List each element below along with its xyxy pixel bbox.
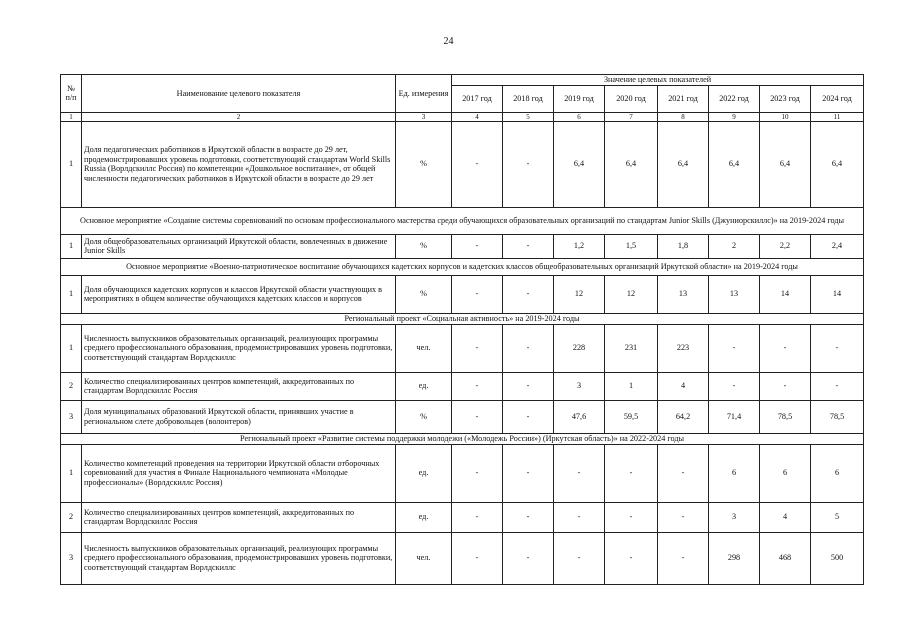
row-value: - (709, 372, 760, 400)
section-title-row (61, 433, 864, 444)
table-row (61, 372, 864, 400)
row-value: - (658, 444, 709, 502)
row-value: 13 (709, 275, 760, 313)
row-value: 4 (658, 372, 709, 400)
row-value: 2,2 (760, 234, 811, 258)
row-unit: ед. (396, 502, 452, 532)
row-value: - (452, 372, 503, 400)
row-value: - (503, 400, 554, 433)
row-value: - (503, 324, 554, 372)
row-value: 71,4 (709, 400, 760, 433)
row-name: Доля обучающихся кадетских корпусов и классов Иркутской области участвующих в мероприятиях в общем количестве обучающихся кадетских классов и корпусов (82, 275, 396, 313)
row-num: 2 (61, 372, 82, 400)
column-number: 9 (709, 112, 760, 121)
row-value: - (452, 444, 503, 502)
row-value: - (811, 372, 864, 400)
column-number-row (61, 112, 864, 121)
row-num: 1 (61, 234, 82, 258)
row-value: 6 (709, 444, 760, 502)
row-value: 6,4 (554, 121, 605, 207)
header-year: 2017 год (452, 85, 503, 112)
column-number: 1 (61, 112, 82, 121)
column-number: 4 (452, 112, 503, 121)
row-value: - (452, 121, 503, 207)
row-value: - (811, 324, 864, 372)
row-value: 6,4 (709, 121, 760, 207)
row-value: - (760, 324, 811, 372)
table-row (61, 275, 864, 313)
column-number: 8 (658, 112, 709, 121)
row-value: 78,5 (811, 400, 864, 433)
row-value: 6 (760, 444, 811, 502)
row-num: 1 (61, 444, 82, 502)
row-value: 13 (658, 275, 709, 313)
row-value: 500 (811, 532, 864, 584)
row-value: - (554, 532, 605, 584)
row-value: - (554, 444, 605, 502)
row-value: - (452, 400, 503, 433)
row-num: 1 (61, 121, 82, 207)
row-num: 3 (61, 400, 82, 433)
row-value: - (452, 532, 503, 584)
section-title-row (61, 258, 864, 275)
section-title-row (61, 313, 864, 324)
row-name: Доля общеобразовательных организаций Иркутской области, вовлеченных в движение Junior Skills (82, 234, 396, 258)
row-value: - (658, 532, 709, 584)
row-num: 3 (61, 532, 82, 584)
header-year: 2018 год (503, 85, 554, 112)
page-number: 24 (443, 36, 454, 47)
row-value: - (605, 502, 658, 532)
header-year: 2020 год (605, 85, 658, 112)
row-value: 6,4 (760, 121, 811, 207)
row-value: - (658, 502, 709, 532)
row-value: 2,4 (811, 234, 864, 258)
row-value: 468 (760, 532, 811, 584)
row-name: Доля педагогических работников в Иркутской области в возрасте до 29 лет, продемонстрировавших уровень подготовки, соответствующий стандартам World Skills Russia (Ворлдскиллс Россия) по компетенции «Дошкольное воспитание», от общей численности педагогических работников в Иркутской области в возрасте до 29 лет (82, 121, 396, 207)
row-name: Количество специализированных центров компетенций, аккредитованных по стандартам Ворлдскиллс Россия (82, 502, 396, 532)
column-number: 5 (503, 112, 554, 121)
row-value: - (452, 234, 503, 258)
column-number: 2 (82, 112, 396, 121)
row-value: - (605, 444, 658, 502)
header-year: 2023 год (760, 85, 811, 112)
section-title: Региональный проект «Развитие системы поддержки молодежи («Молодежь России») (Иркутская область)» на 2022-2024 годы (61, 433, 864, 444)
row-name: Количество компетенций проведения на территории Иркутской области отборочных соревнований для участия в Финале Национального чемпионата «Молодые профессионалы» (Ворлдскиллс Россия) (82, 444, 396, 502)
row-value: 64,2 (658, 400, 709, 433)
row-value: 2 (709, 234, 760, 258)
row-name: Численность выпускников образовательных организаций, реализующих программы среднего профессионального образования, продемонстрировавших уровень подготовки, соответствующий стандартам Ворлдскиллс (82, 532, 396, 584)
row-value: 228 (554, 324, 605, 372)
row-value: - (503, 121, 554, 207)
row-value: 14 (760, 275, 811, 313)
row-name: Доля муниципальных образований Иркутской области, принявших участие в региональном слете добровольцев (волонтеров) (82, 400, 396, 433)
row-value: 5 (811, 502, 864, 532)
row-value: - (503, 444, 554, 502)
row-value: 1,8 (658, 234, 709, 258)
header-unit: Ед. измерения (396, 75, 452, 113)
row-value: - (452, 324, 503, 372)
row-value: 12 (554, 275, 605, 313)
row-value: 231 (605, 324, 658, 372)
header-values-group: Значение целевых показателей (452, 75, 864, 86)
header-year: 2019 год (554, 85, 605, 112)
header-year: 2021 год (658, 85, 709, 112)
row-unit: % (396, 275, 452, 313)
row-value: - (503, 372, 554, 400)
row-name: Численность выпускников образовательных организаций, реализующих программы среднего профессионального образования, продемонстрировавших уровень подготовки, соответствующий стандартам Ворлдскиллс (82, 324, 396, 372)
row-value: - (554, 502, 605, 532)
row-unit: чел. (396, 532, 452, 584)
row-value: - (709, 324, 760, 372)
column-number: 11 (811, 112, 864, 121)
table-row (61, 400, 864, 433)
row-value: - (503, 234, 554, 258)
column-number: 7 (605, 112, 658, 121)
indicators-table (60, 74, 864, 585)
row-value: - (452, 502, 503, 532)
row-unit: % (396, 121, 452, 207)
row-value: 47,6 (554, 400, 605, 433)
row-value: 1 (605, 372, 658, 400)
table-row (61, 121, 864, 207)
row-value: 4 (760, 502, 811, 532)
column-number: 3 (396, 112, 452, 121)
row-unit: % (396, 400, 452, 433)
table-row (61, 502, 864, 532)
row-unit: ед. (396, 444, 452, 502)
header-year: 2024 год (811, 85, 864, 112)
row-value: 6,4 (811, 121, 864, 207)
row-value: 6 (811, 444, 864, 502)
row-num: 1 (61, 275, 82, 313)
row-value: - (503, 502, 554, 532)
row-value: 3 (554, 372, 605, 400)
column-number: 6 (554, 112, 605, 121)
row-unit: % (396, 234, 452, 258)
row-value: - (760, 372, 811, 400)
column-number: 10 (760, 112, 811, 121)
section-title: Основное мероприятие «Военно-патриотическое воспитание обучающихся кадетских корпусов и кадетских классов общеобразовательных организаций Иркутской области» на 2019-2024 годы (61, 258, 864, 275)
row-value: - (503, 275, 554, 313)
table-row (61, 532, 864, 584)
table-row (61, 324, 864, 372)
row-value: - (605, 532, 658, 584)
row-value: 12 (605, 275, 658, 313)
row-value: 78,5 (760, 400, 811, 433)
section-title-row (61, 207, 864, 234)
row-num: 2 (61, 502, 82, 532)
row-value: 6,4 (658, 121, 709, 207)
row-unit: ед. (396, 372, 452, 400)
row-name: Количество специализированных центров компетенций, аккредитованных по стандартам Ворлдскиллс Россия (82, 372, 396, 400)
row-value: 6,4 (605, 121, 658, 207)
table-row (61, 444, 864, 502)
header-num: № п/п (61, 75, 82, 113)
section-title: Основное мероприятие «Создание системы соревнований по основам профессионального мастерства среди обучающихся образовательных организаций по стандартам Junior Skills (Джуниорскиллс)» на 2019-2024 годы (61, 207, 864, 234)
row-value: 59,5 (605, 400, 658, 433)
row-value: - (452, 275, 503, 313)
header-name: Наименование целевого показателя (82, 75, 396, 113)
row-value: 1,2 (554, 234, 605, 258)
row-value: 298 (709, 532, 760, 584)
section-title: Региональный проект «Социальная активность» на 2019-2024 годы (61, 313, 864, 324)
row-value: 1,5 (605, 234, 658, 258)
row-value: - (503, 532, 554, 584)
row-value: 3 (709, 502, 760, 532)
row-value: 223 (658, 324, 709, 372)
row-unit: чел. (396, 324, 452, 372)
table-row (61, 234, 864, 258)
row-num: 1 (61, 324, 82, 372)
header-year: 2022 год (709, 85, 760, 112)
row-value: 14 (811, 275, 864, 313)
